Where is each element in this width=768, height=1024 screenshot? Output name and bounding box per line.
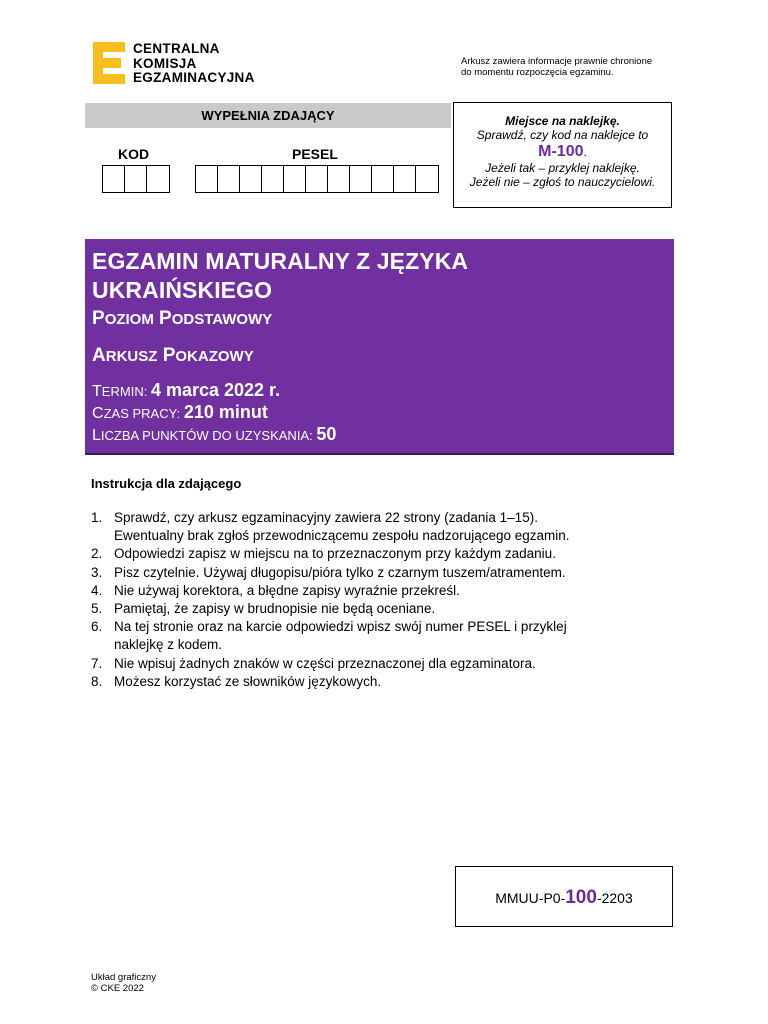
instruction-text: Nie używaj korektora, a błędne zapisy wyraźnie przekreśl.	[114, 582, 460, 598]
instructions-list	[91, 509, 611, 691]
exam-time	[92, 402, 674, 424]
logo-line: CENTRALNA	[133, 41, 220, 56]
instruction-number: 1.	[91, 510, 103, 525]
pesel-cell[interactable]	[284, 166, 306, 192]
kod-boxes[interactable]	[102, 165, 170, 193]
pesel-cell[interactable]	[218, 166, 240, 192]
term-value: 4 marca 2022 r.	[150, 380, 281, 400]
instruction-number: 2.	[91, 546, 103, 562]
legal-note: Arkusz zawiera informacje prawnie chronione do momentu rozpoczęcia egzaminu.	[461, 56, 653, 78]
instruction-item	[91, 673, 611, 691]
instruction-item	[91, 509, 611, 545]
kod-label: KOD	[118, 146, 150, 162]
footer	[91, 972, 156, 994]
exam-points	[92, 424, 674, 446]
sticker-code: M-100	[538, 143, 584, 160]
exam-level: POZIOM PODSTAWOWY	[92, 308, 273, 329]
instruction-number: 6.	[91, 619, 103, 635]
time-label: CZAS PRACY:	[92, 405, 181, 422]
sticker-code-suffix: .	[583, 145, 587, 159]
cke-logo-text	[133, 42, 255, 86]
exam-code-suffix: -2203	[596, 890, 633, 906]
pesel-cell[interactable]	[350, 166, 372, 192]
instruction-text: Możesz korzystać ze słowników językowych.	[114, 673, 382, 689]
sticker-line2: Jeżeli tak – przyklej naklejkę.	[485, 161, 640, 175]
term-label: TERMIN:	[92, 383, 148, 400]
pesel-cell[interactable]	[328, 166, 350, 192]
instruction-item	[91, 545, 611, 563]
logo-line: EGZAMINACYJNA	[133, 70, 255, 85]
pesel-cell[interactable]	[196, 166, 218, 192]
instruction-item	[91, 655, 611, 673]
instruction-text: Pamiętaj, że zapisy w brudnopisie nie będą oceniane.	[114, 601, 436, 617]
instruction-item	[91, 582, 611, 600]
exam-banner	[85, 239, 674, 455]
instruction-number: 3.	[91, 564, 103, 580]
time-value: 210 minut	[183, 402, 268, 422]
instruction-number: 4.	[91, 582, 103, 598]
pesel-cell[interactable]	[306, 166, 328, 192]
instruction-number: 7.	[91, 655, 103, 671]
sticker-title: Miejsce na naklejkę.	[505, 114, 620, 128]
exam-code-prefix: MMUU-P0-	[495, 890, 566, 906]
instruction-number: 5.	[91, 601, 103, 617]
exam-meta	[92, 380, 674, 446]
instructions-title: Instrukcja dla zdającego	[91, 476, 242, 491]
fill-in-header: WYPEŁNIA ZDAJĄCY	[85, 103, 451, 128]
sticker-area	[453, 102, 672, 208]
instruction-item	[91, 600, 611, 618]
sticker-line3: Jeżeli nie – zgłoś to nauczycielowi.	[469, 175, 656, 189]
pesel-label: PESEL	[292, 146, 338, 162]
sticker-line1: Sprawdź, czy kod na naklejce to	[476, 128, 649, 142]
pesel-boxes[interactable]	[195, 165, 439, 193]
exam-sheet: ARKUSZ POKAZOWY	[92, 345, 254, 366]
instruction-text: Odpowiedzi zapisz w miejscu na to przeznaczonym przy każdym zadaniu.	[114, 546, 556, 562]
cke-logo	[93, 42, 255, 86]
instruction-text: Pisz czytelnie. Używaj długopisu/pióra tylko z czarnym tuszem/atramentem.	[114, 564, 566, 580]
instruction-text: Na tej stronie oraz na karcie odpowiedzi wpisz swój numer PESEL i przyklej naklejkę z kodem.	[114, 619, 567, 653]
instruction-item	[91, 618, 611, 654]
exam-title: EGZAMIN MATURALNY Z JĘZYKA UKRAIŃSKIEGO	[92, 248, 469, 303]
pesel-cell[interactable]	[394, 166, 416, 192]
pesel-cell[interactable]	[262, 166, 284, 192]
kod-cell[interactable]	[103, 166, 125, 192]
instruction-text: Sprawdź, czy arkusz egzaminacyjny zawiera 22 strony (zadania 1–15). Ewentualny brak zgłoś przewodniczącemu zespołu nadzorującego egzamin.	[114, 510, 570, 544]
exam-code-box	[455, 866, 673, 927]
instruction-item	[91, 564, 611, 582]
footer-line: © CKE 2022	[91, 983, 144, 994]
kod-cell[interactable]	[125, 166, 147, 192]
cke-logo-mark	[93, 42, 127, 84]
pesel-cell[interactable]	[416, 166, 438, 192]
instruction-text: Nie wpisuj żadnych znaków w części przeznaczonej dla egzaminatora.	[114, 655, 536, 671]
exam-term	[92, 380, 674, 402]
kod-cell[interactable]	[147, 166, 169, 192]
instruction-number: 8.	[91, 673, 103, 689]
footer-line: Układ graficzny	[91, 972, 156, 983]
points-value: 50	[316, 424, 337, 444]
points-label: LICZBA PUNKTÓW DO UZYSKANIA:	[92, 427, 313, 444]
pesel-cell[interactable]	[372, 166, 394, 192]
logo-line: KOMISJA	[133, 55, 197, 71]
exam-code-main: 100	[565, 887, 597, 908]
pesel-cell[interactable]	[240, 166, 262, 192]
